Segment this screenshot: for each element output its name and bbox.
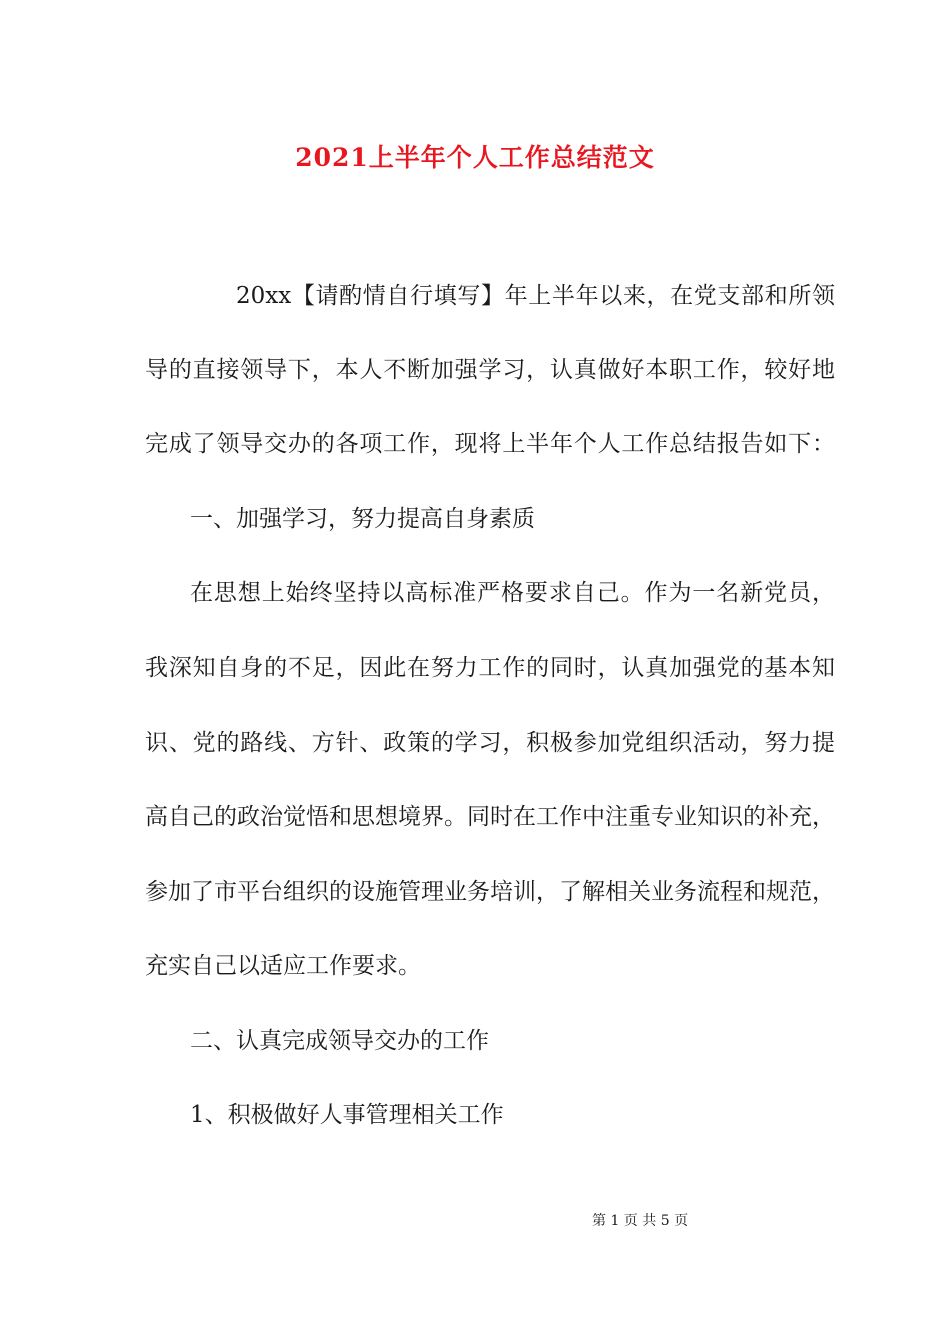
section-heading: 二、认真完成领导交办的工作: [190, 1028, 489, 1054]
paragraph-line: 充实自己以适应工作要求。: [145, 953, 421, 979]
document-title: 2021上半年个人工作总结范文: [295, 143, 655, 172]
subsection-heading: 1、积极做好人事管理相关工作: [190, 1102, 504, 1128]
paragraph-line: 参加了市平台组织的设施管理业务培训，了解相关业务流程和规范，: [145, 879, 835, 905]
paragraph-line: 导的直接领导下，本人不断加强学习，认真做好本职工作，较好地: [145, 357, 835, 383]
paragraph-line: 完成了领导交办的各项工作，现将上半年个人工作总结报告如下：: [145, 431, 835, 457]
paragraph-line: 在思想上始终坚持以高标准严格要求自己。作为一名新党员，: [190, 580, 835, 606]
paragraph-line: 高自己的政治觉悟和思想境界。同时在工作中注重专业知识的补充，: [145, 804, 835, 830]
paragraph-line: 我深知自身的不足，因此在努力工作的同时，认真加强党的基本知: [145, 655, 835, 681]
section-heading: 一、加强学习，努力提高自身素质: [190, 506, 535, 532]
paragraph-line: 识、党的路线、方针、政策的学习，积极参加党组织活动，努力提: [145, 730, 835, 756]
paragraph-line: 20xx【请酌情自行填写】年上半年以来，在党支部和所领: [236, 283, 835, 309]
page-footer: 第 1 页 共 5 页: [592, 1213, 689, 1229]
